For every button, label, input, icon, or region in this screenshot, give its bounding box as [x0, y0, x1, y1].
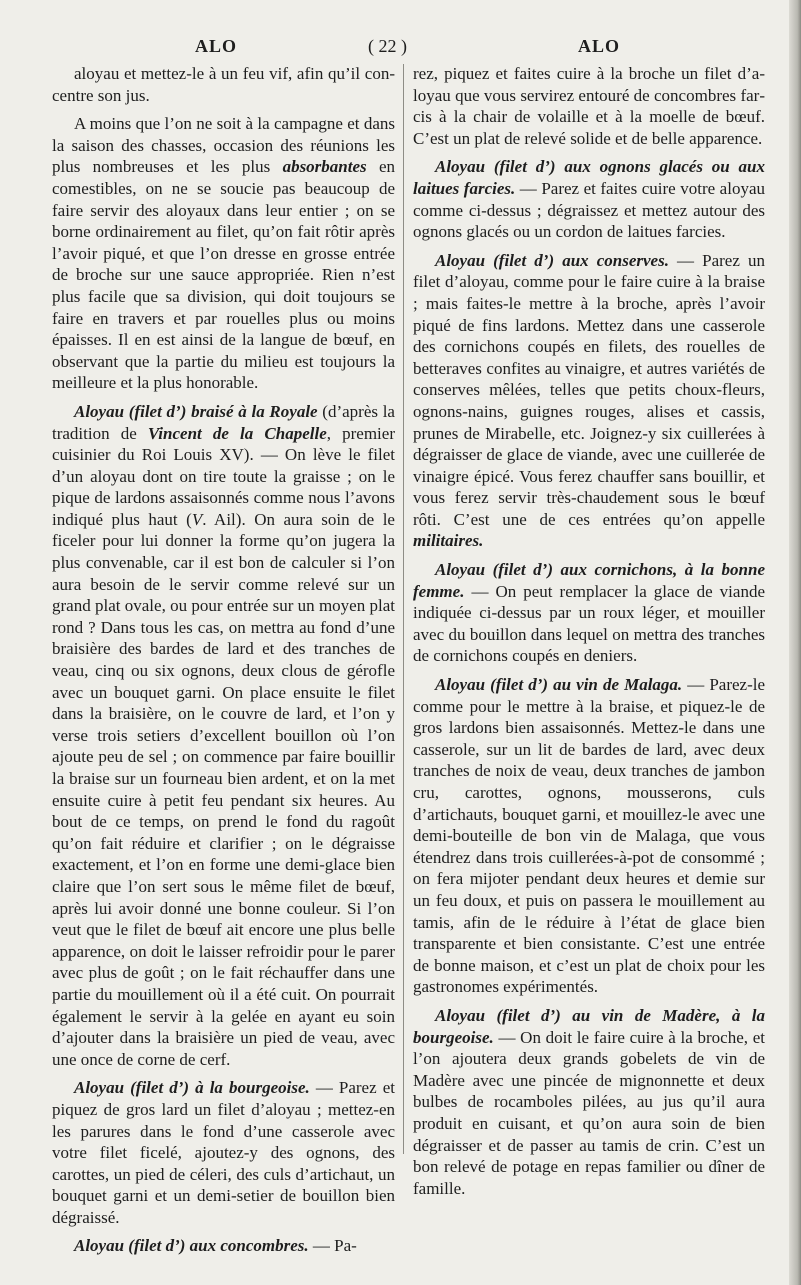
entry-heading: Aloyau (filet d’) au vin de Madère, à la bourgeoise. — [413, 1005, 765, 1047]
paragraph-text: rez, piquez et faites cuire à la broche un filet d’aloyau que vous servirez entouré de concombres farcis à la chair de volaille et à la moelle de bœuf. C’est un plat de relevé solide et de belle apparence. — [413, 64, 765, 148]
paragraph-text: . Ail). On aura soin de le ficeler pour lui donner la forme qu’on jugera la plus convenable, car il est bon de calculer si l’on aura besoin de le servir comme relevé sur un grand plat ovale, ou pour entrée sur un moyen plat rond ? Dans tous les cas, on mettra au fond d’une braisière des bardes de lard et des tranches de veau, cinq ou six ognons, deux clous de gérofle avec un bouquet garni. On place ensuite le filet dans la braisière, on le couvre de lard, et l’on y verse trois setiers d’excellent bouillon où l’on ajoute peu de sel ; on commence par faire bouillir la braise sur un fourneau bien ardent, et on la met ensuite cuire à petit feu pendant six heures. Au bout de ce temps, on prend le fond du ragoût qu’on fait réduire et clarifier ; on le dégraisse exactement, et l’on en forme une demi-glace bien claire que l’on sert sous le même filet de bœuf, après lui avoir donné une bonne couleur. Si l’on veut que le filet de bœuf ait encore une plus belle apparence, on doit le laisser refroidir pour le parer avec plus de goût ; on le fait réchauffer dans une partie du mouillement où il a été cuit. On pourrait également le servir à la gelée en ayant eu soin d’ajouter dans la braisière un pied de veau, avec une once de corne de cerf. — [52, 509, 395, 1069]
paragraph-text: en comestibles, on ne se soucie pas beaucoup de faire servir des aloyaux dans leur entier ; on se borne ordinairement au filet, qu’on fait rôtir après l’avoir piqué, et que l’on dresse en grosse entrée de broche sur une sauce appropriée. Rien n’est plus facile que sa division, qui doit toujours se faire en travers et par rouelles plus ou moins épaisses. Il en est ainsi de la langue de bœuf, en observant que la partie du milieu est toujours la meilleure et la plus honorable. — [52, 157, 395, 393]
page-number: ( 22 ) — [368, 36, 407, 56]
entry-heading: Aloyau (filet d’) aux cornichons, à la bonne femme. — [413, 560, 765, 601]
paragraph-text: A moins que l’on ne soit à la campagne et dans la saison des chasses, occasion des réunions les plus nombreuses et les plus — [52, 114, 395, 177]
paragraph — [52, 63, 395, 106]
running-header — [0, 26, 790, 58]
entry-heading: Aloyau (filet d’) aux ognons glacés ou aux laitues farcies. — [413, 157, 765, 198]
paragraph — [413, 674, 765, 998]
paragraph-text: — On peut remplacer la glace de viande indiquée ci-dessus par un roux léger, et mouiller avec du bouillon dans lequel on mettra des tranches de cornichons coupés en deniers. — [413, 581, 765, 666]
entry-heading: Aloyau (filet d’) aux conserves. — [435, 250, 669, 270]
left-column — [52, 63, 395, 1257]
paragraph — [52, 1077, 395, 1228]
column-divider — [403, 64, 404, 1154]
header-left-word: ALO — [195, 36, 238, 56]
page-edge — [789, 0, 801, 1285]
paragraph — [413, 156, 765, 242]
paragraph — [413, 63, 765, 149]
paragraph — [413, 1005, 765, 1199]
entry-heading: Aloyau (filet d’) au vin de Malaga. — [435, 675, 683, 695]
paragraph — [52, 401, 395, 1070]
paragraph-text: , premier cuisinier du Roi Louis XV). — On lève le filet d’un aloyau dont on tire toute la graisse ; on le pique de lardons assaisonnés comme nous l’avons indiqué plus haut ( — [52, 423, 395, 529]
paragraph-text: — Pa- — [308, 1236, 357, 1256]
paragraph-text: — Parez et faites cuire votre aloyau comme ci-dessus ; dégraissez et mettez autour des ognons glacés ou un cordon de laitues farcies. — [413, 178, 765, 242]
paragraph-text: — Parez et piquez de gros lard un filet d’aloyau ; mettez-en les parures dans le fond d’une casserole avec votre filet ficelé, ajoutez-y des ognons, des carottes, un pied de céleri, des culs d’artichaut, un bouquet garni et un demi-setier de bouillon bien dégraissé. — [52, 1078, 395, 1227]
paragraph-text: — Parez un filet d’aloyau, comme pour le faire cuire à la braise ; mais faites-le mettre à la broche, après l’avoir piqué de fins lardons. Mettez dans une casserole des cornichons coupés en filets, des rouelles de betteraves confites au vinaigre, et autres variétés de conserves mêlées, telles que petits choux-fleurs, ognons-nains, guignes rouges, alises et cassis, prunes de Mirabelle, etc. Joignez-y six cuillerées à dégraisser de glace de viande, avec une cuillerée de vinaigre épicé. Vous ferez chauffer sans bouillir, et vous ferez servir très-chaudement sous le bœuf rôti. C’est une de ces entrées qu’on appelle — [413, 250, 765, 529]
paragraph-text: — On doit le faire cuire à la broche, et l’on ajoutera deux grands gobelets de vin de Madère avec une pincée de mignonnette et deux bulbes de rocamboles pilées, au jus qu’il aura produit en cuisant, et qu’on aura soin de bien dégraisser et de passer au tamis de crin. C’est un bon relevé de potage en repas familier ou dîner de famille. — [413, 1027, 765, 1198]
entry-heading: Aloyau (filet d’) à la bourgeoise. — [74, 1078, 310, 1098]
italic-text: V — [191, 509, 203, 529]
paragraph — [413, 250, 765, 552]
paragraph-text: (d’après la tradition de — [52, 401, 395, 443]
paragraph — [413, 559, 765, 667]
paragraph — [52, 1235, 395, 1257]
entry-heading: militaires. — [413, 531, 484, 551]
entry-heading: Aloyau (filet d’) braisé à la Royale — [74, 401, 318, 421]
paragraph-text: — Parez-le comme pour le mettre à la braise, et piquez-le de gros lardons bien assaisonnés. Mettez-le dans une casserole, sur un lit de bardes de lard, avec deux tranches de noix de veau, deux tranches de jambon cru, carottes, ognons, mousserons, culs d’artichauts, bouquet garni, et mouillez-le avec une demi-bouteille de bon vin de Malaga, que vous étendrez dans trois cuillerées-à-pot de consommé ; on fera mijoter pendant deux heures et demie sur un feu doux, et puis on passera le mouillement au tamis, afin de le réduire à l’état de glace bien transparente et bien consistante. C’est une entrée de bonne maison, et c’est un plat de choix pour les gastronomes expérimentés. — [413, 675, 765, 997]
entry-heading: Aloyau (filet d’) aux concombres. — [74, 1236, 309, 1256]
entry-heading: Vincent de la Chapelle — [147, 423, 327, 443]
entry-heading: absorbantes — [282, 157, 367, 177]
header-right-word: ALO — [578, 36, 621, 56]
paragraph-text: aloyau et mettez-le à un feu vif, afin qu’il concentre son jus. — [52, 64, 395, 105]
right-column — [413, 63, 765, 1199]
paragraph — [52, 113, 395, 394]
